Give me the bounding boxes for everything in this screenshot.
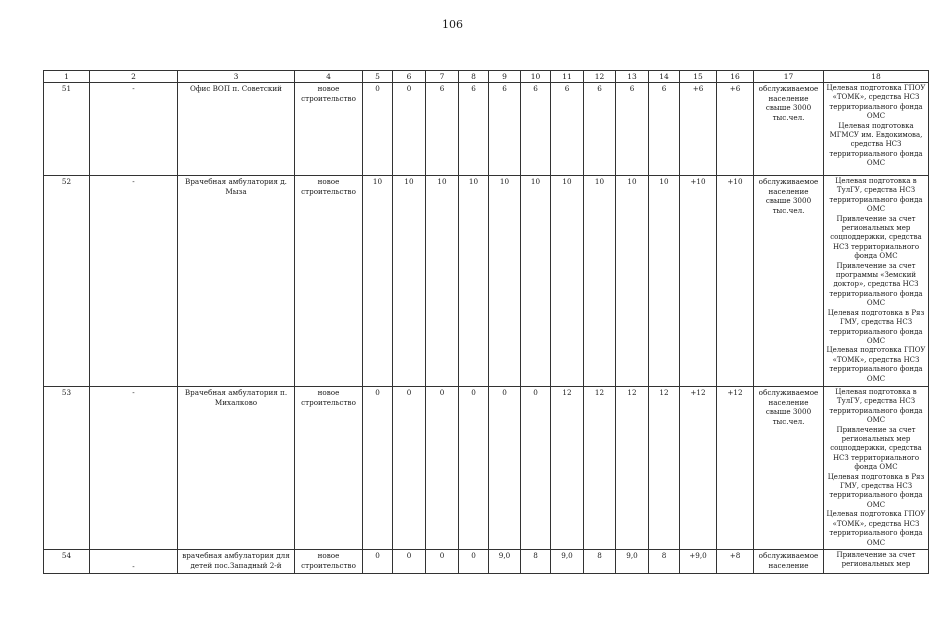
- facility-name: Врачебная амбулатория д. Мыза: [178, 176, 295, 387]
- staff-value: 0: [521, 387, 551, 550]
- staff-value: 6: [489, 83, 521, 176]
- column-number-3: 3: [178, 71, 295, 83]
- column-number-15: 15: [680, 71, 717, 83]
- staff-value: +6: [717, 83, 754, 176]
- column-number-4: 4: [295, 71, 363, 83]
- column-number-9: 9: [489, 71, 521, 83]
- population-note: обслуживаемое население свыше 3000 тыс.чел.: [754, 83, 824, 176]
- staff-value: 9,0: [551, 549, 584, 573]
- funding-sources: [824, 83, 929, 176]
- col2-dash: -: [90, 387, 178, 550]
- column-number-17: 17: [754, 71, 824, 83]
- staff-value: 0: [393, 549, 426, 573]
- construction-type: новое строительство: [295, 549, 363, 573]
- staff-value: +6: [680, 83, 717, 176]
- staff-value: +10: [680, 176, 717, 387]
- construction-type: новое строительство: [295, 176, 363, 387]
- funding-source-item: Целевая подготовка ГПОУ «ТОМК», средства НСЗ территориального фонда ОМС: [826, 346, 926, 383]
- staff-value: 0: [393, 83, 426, 176]
- staff-value: +12: [680, 387, 717, 550]
- staff-value: 10: [551, 176, 584, 387]
- row-number: 54: [44, 549, 90, 573]
- staff-value: 6: [616, 83, 649, 176]
- staff-value: 10: [459, 176, 489, 387]
- col2-dash: -: [90, 83, 178, 176]
- staff-value: 6: [584, 83, 616, 176]
- funding-source-item: Привлечение за счет региональных мер: [836, 550, 916, 569]
- staff-value: 10: [426, 176, 459, 387]
- column-number-8: 8: [459, 71, 489, 83]
- staff-value: 0: [426, 549, 459, 573]
- column-number-5: 5: [363, 71, 393, 83]
- table-row: [44, 549, 929, 573]
- column-number-11: 11: [551, 71, 584, 83]
- column-number-12: 12: [584, 71, 616, 83]
- funding-source-item: Привлечение за счет региональных мер соцподдержки, средства НСЗ территориального фонда ОМС: [830, 425, 922, 472]
- staff-value: 10: [363, 176, 393, 387]
- staff-value: 12: [551, 387, 584, 550]
- population-note: обслуживаемое население: [754, 549, 824, 573]
- staff-value: 8: [521, 549, 551, 573]
- population-note: обслуживаемое население свыше 3000 тыс.чел.: [754, 176, 824, 387]
- staff-value: 6: [521, 83, 551, 176]
- funding-source-item: Привлечение за счет региональных мер соцподдержки, средства НСЗ территориального фонда ОМС: [830, 214, 922, 261]
- column-number-2: 2: [90, 71, 178, 83]
- staff-value: 0: [459, 549, 489, 573]
- funding-source-item: Целевая подготовка в ТулГУ, средства НСЗ территориального фонда ОМС: [829, 177, 923, 214]
- column-number-10: 10: [521, 71, 551, 83]
- staff-value: 8: [584, 549, 616, 573]
- column-number-14: 14: [649, 71, 680, 83]
- staff-value: +10: [717, 176, 754, 387]
- table-row: [44, 387, 929, 550]
- column-number-16: 16: [717, 71, 754, 83]
- staff-value: 0: [363, 387, 393, 550]
- staff-value: 12: [584, 387, 616, 550]
- staff-value: 10: [393, 176, 426, 387]
- funding-source-item: Целевая подготовка в Ряз ГМУ, средства НСЗ территориального фонда ОМС: [827, 472, 925, 509]
- construction-type: новое строительство: [295, 387, 363, 550]
- funding-source-item: Целевая подготовка ГПОУ «ТОМК», средства НСЗ территориального фонда ОМС: [826, 510, 926, 547]
- column-number-6: 6: [393, 71, 426, 83]
- staff-value: 0: [459, 387, 489, 550]
- staff-value: +12: [717, 387, 754, 550]
- staff-value: +8: [717, 549, 754, 573]
- funding-source-item: Целевая подготовка в Ряз ГМУ, средства НСЗ территориального фонда ОМС: [827, 308, 925, 345]
- staff-value: 12: [649, 387, 680, 550]
- construction-type: новое строительство: [295, 83, 363, 176]
- col2-dash: -: [90, 176, 178, 387]
- row-number: 53: [44, 387, 90, 550]
- staff-value: 6: [459, 83, 489, 176]
- table-row: [44, 83, 929, 176]
- facility-name: Офис ВОП п. Советский: [178, 83, 295, 176]
- funding-source-item: Привлечение за счет программы «Земский доктор», средства НСЗ территориального фонда ОМС: [829, 261, 923, 308]
- table-row: [44, 176, 929, 387]
- row-number: 51: [44, 83, 90, 176]
- funding-sources: [824, 176, 929, 387]
- column-number-header-row: [44, 71, 929, 83]
- staff-value: +9,0: [680, 549, 717, 573]
- column-number-7: 7: [426, 71, 459, 83]
- staff-value: 9,0: [489, 549, 521, 573]
- staff-value: 0: [363, 83, 393, 176]
- staff-value: 0: [363, 549, 393, 573]
- page-number: 106: [442, 18, 463, 31]
- staff-value: 9,0: [616, 549, 649, 573]
- staff-value: 0: [393, 387, 426, 550]
- funding-source-item: Целевая подготовка МГМСУ им. Евдокимова, средства НСЗ территориального фонда ОМС: [829, 121, 923, 168]
- col2-dash: -: [90, 549, 178, 573]
- facility-name: врачебная амбулатория для детей пос.Западный 2-й: [178, 549, 295, 573]
- facility-name: Врачебная амбулатория п. Михалково: [178, 387, 295, 550]
- staff-value: 10: [649, 176, 680, 387]
- staff-value: 10: [584, 176, 616, 387]
- staff-value: 0: [489, 387, 521, 550]
- staff-value: 0: [426, 387, 459, 550]
- column-number-13: 13: [616, 71, 649, 83]
- staff-value: 6: [551, 83, 584, 176]
- funding-source-item: Целевая подготовка ГПОУ «ТОМК», средства НСЗ территориального фонда ОМС: [826, 84, 926, 121]
- funding-sources: [824, 549, 929, 573]
- staff-value: 6: [649, 83, 680, 176]
- staff-value: 12: [616, 387, 649, 550]
- row-number: 52: [44, 176, 90, 387]
- staff-value: 10: [616, 176, 649, 387]
- table-body: [44, 71, 929, 574]
- staff-value: 8: [649, 549, 680, 573]
- staff-value: 6: [426, 83, 459, 176]
- column-number-1: 1: [44, 71, 90, 83]
- funding-sources: [824, 387, 929, 550]
- staff-value: 10: [489, 176, 521, 387]
- column-number-18: 18: [824, 71, 929, 83]
- facilities-table: [43, 70, 929, 574]
- staff-value: 10: [521, 176, 551, 387]
- funding-source-item: Целевая подготовка в ТулГУ, средства НСЗ территориального фонда ОМС: [829, 388, 923, 425]
- population-note: обслуживаемое население свыше 3000 тыс.чел.: [754, 387, 824, 550]
